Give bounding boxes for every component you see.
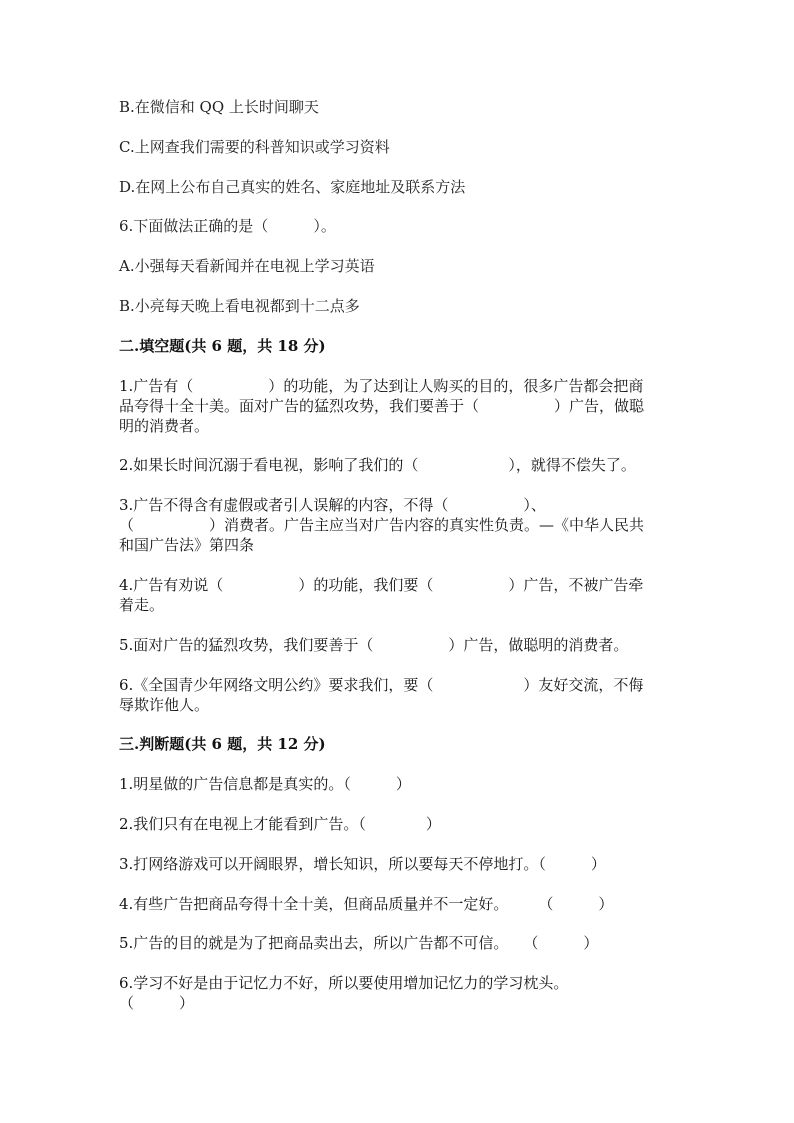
choice-question-text: 6.下面做法正确的是（ ）。: [119, 217, 336, 236]
choice-option-a: [119, 256, 679, 276]
choice-option-b-2: [119, 296, 679, 316]
question-line: 1.明星做的广告信息都是真实的。（ ）: [119, 775, 411, 794]
judge-question-3: [119, 854, 679, 874]
section-heading: 二.填空题(共 6 题，共 18 分): [119, 336, 326, 355]
question-line: 6.学习不好是由于记忆力不好，所以要使用增加记忆力的学习枕头。: [119, 974, 569, 993]
choice-option-b: [119, 97, 679, 117]
question-line: 3.打网络游戏可以开阔眼界，增长知识，所以要每天不停地打。（ ）: [119, 854, 606, 873]
question-line: 4.广告有劝说（ ）的功能，我们要（ ）广告，不被广告牵: [119, 575, 644, 594]
choice-option-text: B.小亮每天晚上看电视都到十二点多: [119, 296, 360, 315]
choice-option-c: [119, 137, 679, 157]
fill-question-4: [119, 575, 679, 615]
fill-question-6: [119, 675, 679, 715]
question-line: 2.我们只有在电视上才能看到广告。（ ）: [119, 814, 441, 833]
judge-question-5: [119, 933, 679, 953]
question-line: 2.如果长时间沉溺于看电视，影响了我们的（ ），就得不偿失了。: [119, 456, 636, 475]
question-line: 4.有些广告把商品夸得十全十美，但商品质量并不一定好。 （ ）: [119, 894, 614, 913]
choice-question-6: [119, 216, 679, 236]
fill-question-2: [119, 455, 679, 475]
question-line: （ ）消费者。广告主应当对广告内容的真实性负责。—《中华人民共: [119, 516, 645, 535]
exam-content: [119, 97, 679, 1033]
section-heading: 三.判断题(共 6 题，共 12 分): [119, 735, 326, 754]
choice-option-text: A.小强每天看新闻并在电视上学习英语: [119, 257, 375, 276]
choice-option-text: B.在微信和 QQ 上长时间聊天: [119, 98, 319, 116]
fill-section-title: [119, 336, 679, 356]
choice-option-d: [119, 177, 679, 197]
question-line: 辱欺诈他人。: [119, 695, 210, 714]
judge-question-1: [119, 774, 679, 794]
fill-question-1: [119, 376, 679, 436]
judge-question-2: [119, 814, 679, 834]
judge-section-title: [119, 734, 679, 754]
judge-question-4: [119, 894, 679, 914]
question-line: 3.广告不得含有虚假或者引人误解的内容，不得（ ）、: [119, 496, 546, 515]
question-line: 6.《全国青少年网络文明公约》要求我们，要（ ）友好交流，不侮: [119, 675, 644, 694]
question-line: 着走。: [119, 595, 165, 614]
fill-question-5: [119, 635, 679, 655]
answer-blank: （ ）: [119, 994, 195, 1013]
choice-option-text: D.在网上公布自己真实的姓名、家庭地址及联系方法: [119, 177, 466, 196]
question-line: 5.面对广告的猛烈攻势，我们要善于（ ）广告，做聪明的消费者。: [119, 635, 629, 654]
judge-question-6: [119, 973, 679, 1013]
question-line: 品夸得十全十美。面对广告的猛烈攻势，我们要善于（ ）广告，做聪: [119, 396, 645, 415]
question-line: 1.广告有（ ）的功能，为了达到让人购买的目的，很多广告都会把商: [119, 376, 644, 395]
question-line: 明的消费者。: [119, 416, 210, 435]
question-line: 和国广告法》第四条: [119, 536, 255, 555]
choice-option-text: C.上网查我们需要的科普知识或学习资料: [119, 137, 390, 156]
question-line: 5.广告的目的就是为了把商品卖出去，所以广告都不可信。 （ ）: [119, 934, 599, 953]
fill-question-3: [119, 495, 679, 555]
